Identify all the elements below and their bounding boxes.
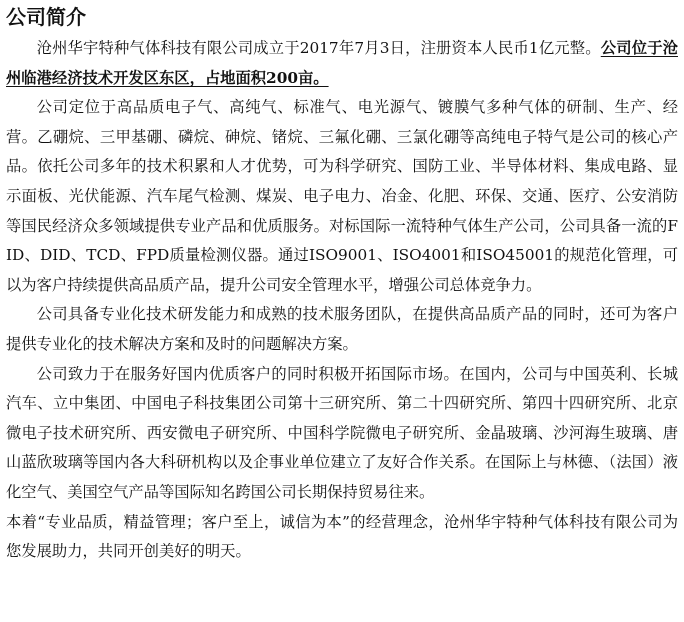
intro-text: 沧州华宇特种气体科技有限公司成立于2017年7月3日，注册资本人民币1亿元整。 [36,39,601,57]
document-title: 公司简介 [6,5,86,29]
paragraph-intro [6,34,678,93]
paragraph-market: 公司致力于在服务好国内优质客户的同时积极开拓国际市场。在国内，公司与中国英利、长城汽车、立中集团、中国电子科技集团公司第十三研究所、第二十四研究所、第四十四研究所、北京微电子技术研究所、西安微电子研究所、中国科学院微电子研究所、金晶玻璃、沙河海生玻璃、唐山蓝欣玻璃等国内各大科研机构以及企事业单位建立了友好合作关系。在国际上与林德、（法国）液化空气、美国空气产品等国际知名跨国公司长期保持贸易往来。 [6,364,678,501]
paragraph-positioning: 公司定位于高品质电子气、高纯气、标准气、电光源气、镀膜气多种气体的研制、生产、经营。乙硼烷、三甲基硼、磷烷、砷烷、锗烷、三氟化硼、三氯化硼等高纯电子特气是公司的核心产品。依托公司多年的技术积累和人才优势，可为科学研究、国防工业、半导体材料、集成电路、显示面板、光伏能源、汽车尾气检测、煤炭、电子电力、冶金、化肥、环保、交通、医疗、公安消防等国民经济众多领域提供专业产品和优质服务。对标国际一流特种气体生产公司，公司具备一流的FID、DID、TCD、FPD质量检测仪器。通过ISO9001、ISO4001和ISO45001的规范化管理，可以为客户持续提供高品质产品，提升公司安全管理水平，增强公司总体竞争力。 [6,98,678,294]
paragraph-rd-capability: 公司具备专业化技术研发能力和成熟的技术服务团队，在提供高品质产品的同时，还可为客户提供专业化的技术解决方案和及时的问题解决方案。 [6,305,678,353]
location-highlight: 公司位于沧州临港经济技术开发区东区，占地面积200亩。 [6,39,678,87]
paragraph-philosophy: 本着“专业品质，精益管理；客户至上，诚信为本”的经营理念，沧州华宇特种气体科技有限公司为您发展助力，共同开创美好的明天。 [6,512,678,561]
